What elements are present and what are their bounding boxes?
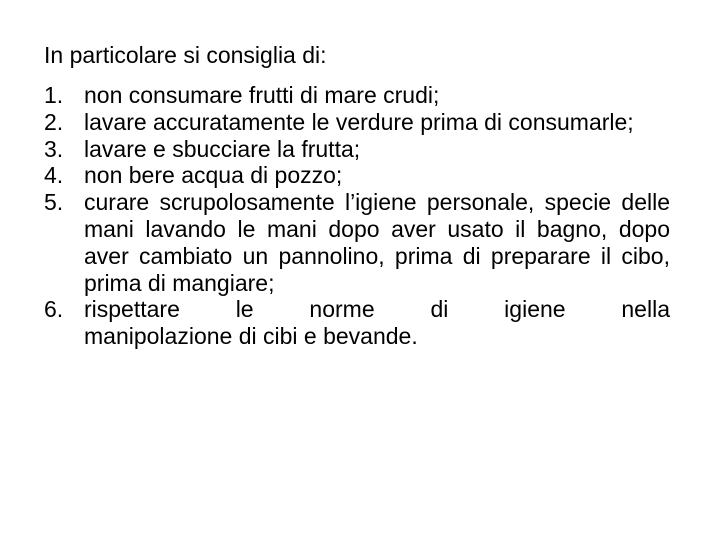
list-text: non consumare frutti di mare crudi; [84, 82, 440, 108]
list-number: 3. [44, 135, 64, 162]
list-text: non bere acqua di pozzo; [84, 162, 343, 189]
list-text: curare scrupolosamente l’igiene personale, specie delle mani lavando le mani dopo aver usato il bagno, dopo aver cambiato un pannolino, prima di preparare il cibo, prima di mangiare; [84, 189, 670, 296]
list-item [44, 162, 670, 189]
list-item [44, 136, 670, 163]
list-number: 5. [44, 189, 64, 216]
list-item [44, 109, 670, 136]
list-text-line: manipolazione di cibi e bevande. [84, 323, 418, 350]
list-number: 1. [44, 82, 64, 108]
list-item [44, 82, 670, 109]
intro-text: In particolare si consiglia di: [44, 42, 327, 68]
list-text: lavare accuratamente le verdure prima di consumarle; [84, 108, 634, 135]
list-text-line: rispettare le norme di igiene nella [84, 296, 670, 323]
list-item [44, 296, 670, 350]
list-number: 6. [44, 296, 64, 323]
list-item [44, 189, 670, 296]
slide-content [44, 40, 670, 350]
list-number: 4. [44, 162, 64, 189]
list-text [84, 296, 670, 350]
list-text: lavare e sbucciare la frutta; [84, 135, 361, 162]
list-number: 2. [44, 108, 64, 135]
advice-list [44, 82, 670, 350]
